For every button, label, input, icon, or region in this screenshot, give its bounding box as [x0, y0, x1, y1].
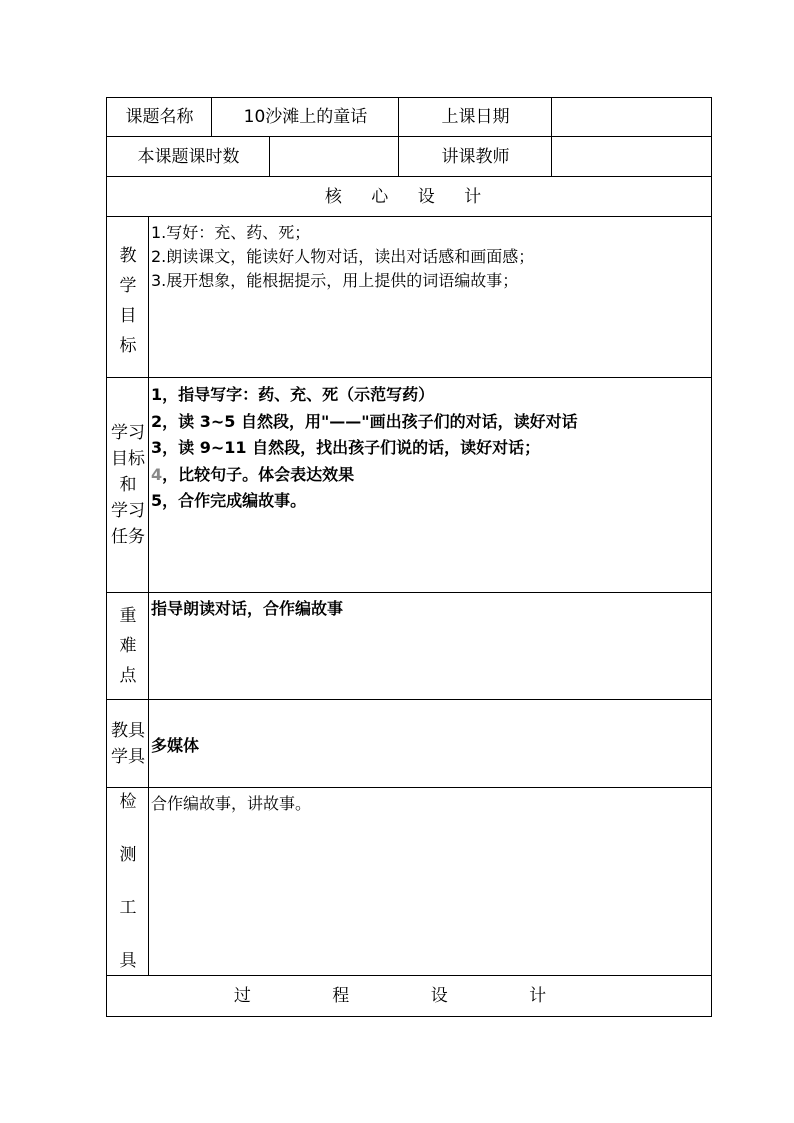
key-points-label-cell	[106, 592, 149, 700]
teacher-value-cell	[551, 136, 712, 177]
key-points-label-char: 难	[119, 636, 137, 656]
teaching-goal-item: 1.写好：充、药、死；	[151, 223, 311, 242]
topic-value-cell	[211, 97, 399, 137]
assessment-label-char: 检	[119, 792, 137, 812]
key-points-label-char: 点	[119, 666, 137, 686]
teaching-goals-label-cell	[106, 216, 149, 378]
tools-text: 多媒体	[151, 735, 200, 755]
learning-task-item: 4，比较句子。体会表达效果	[151, 464, 355, 484]
learning-task-item: 5，合作完成编故事。	[151, 491, 307, 510]
learning-tasks-label-line: 学习	[111, 501, 145, 521]
key-points-label-char: 重	[119, 606, 137, 626]
learning-task-item: 3，读 9~11 自然段，找出孩子们说的话，读好对话；	[151, 438, 541, 457]
process-design-title: 过 程 设 计	[233, 985, 585, 1006]
tools-label-line: 学具	[111, 746, 145, 767]
topic-label-cell	[106, 97, 212, 137]
learning-tasks-content	[148, 377, 712, 593]
teaching-goals-content	[148, 216, 712, 378]
learning-task-item: 2，读 3~5 自然段，用"——"画出孩子们的对话，读好对话	[151, 411, 578, 431]
assessment-label-char: 工	[119, 898, 137, 918]
teaching-goals-label-char: 标	[119, 336, 137, 356]
periods-label-cell	[106, 136, 270, 177]
teaching-goal-item: 3.展开想象，能根据提示，用上提供的词语编故事；	[151, 271, 519, 290]
topic-label: 课题名称	[125, 107, 194, 127]
date-label-cell	[398, 97, 552, 137]
key-points-content	[148, 592, 712, 700]
teaching-goals-label-char: 教	[119, 246, 137, 266]
learning-tasks-label-line: 学习	[111, 423, 145, 443]
date-label: 上课日期	[441, 107, 510, 127]
teacher-label-cell	[398, 136, 552, 177]
core-design-title: 核 心 设 计	[324, 186, 494, 207]
assessment-label-char: 测	[119, 845, 137, 865]
learning-task-item: 1，指导写字：药、充、死（示范写药）	[151, 385, 435, 404]
process-design-cell	[106, 975, 712, 1017]
teaching-goals-label-char: 目	[119, 306, 137, 326]
learning-tasks-label-line: 任务	[111, 527, 145, 547]
teacher-label: 讲课教师	[441, 146, 510, 167]
periods-label: 本课题课时数	[137, 146, 240, 167]
tools-label-cell	[106, 699, 149, 788]
core-design-cell	[106, 176, 712, 217]
assessment-label-cell	[106, 787, 149, 976]
teaching-goal-item: 2.朗读课文，能读好人物对话，读出对话感和画面感；	[151, 247, 535, 266]
learning-tasks-label-line: 目标	[111, 449, 145, 469]
learning-tasks-label-cell	[106, 377, 149, 593]
learning-tasks-label-line: 和	[119, 475, 137, 495]
periods-value-cell	[269, 136, 399, 177]
tools-content	[148, 699, 712, 788]
key-points-text: 指导朗读对话，合作编故事	[151, 599, 344, 618]
assessment-content	[148, 787, 712, 976]
tools-label-line: 教具	[111, 720, 145, 741]
date-value-cell	[551, 97, 712, 137]
teaching-goals-label-char: 学	[119, 276, 137, 296]
topic-value: 10沙滩上的童话	[243, 107, 368, 127]
assessment-label-char: 具	[119, 951, 137, 971]
assessment-text: 合作编故事，讲故事。	[151, 794, 312, 813]
